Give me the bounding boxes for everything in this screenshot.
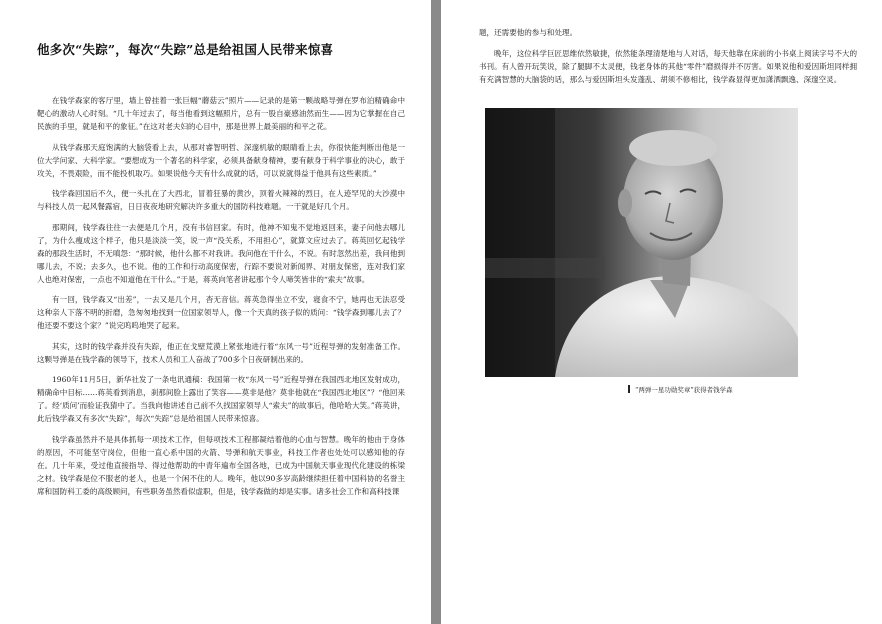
right-page <box>441 0 882 624</box>
left-body-text <box>37 94 405 505</box>
right-body-text <box>479 26 857 93</box>
page-gutter <box>431 0 441 624</box>
portrait-photo <box>485 108 798 377</box>
paragraph: 题，还需要他的参与和处理。 <box>479 28 578 37</box>
paragraph: 晚年，这位科学巨匠思维依然敏捷，依然能条理清楚地与人对话，每天他靠在床前的小书桌上阅读字号不大的书刊。有人曾开玩笑说，除了腿脚不太灵便，钱老身体的其他“零件”磨损得并不厉害。如果说他和爱因斯坦同样拥有充满智慧的大脑袋的话，那么与爱因斯坦头发蓬乱、胡须不修相比，钱学森显得更加潇洒飘逸、深邃空灵。 <box>479 48 857 84</box>
photo-caption <box>628 385 848 394</box>
paragraph: 在钱学森家的客厅里，墙上曾挂着一张巨幅“蘑菇云”照片——记录的是第一颗战略导弹在罗布泊精确命中靶心的激动人心时刻。“几十年过去了，每当他看到这幅照片，总有一股自豪感油然而生——因为它掌握在自己民族的手里，就是和平的象征。”在这对老夫妇的心目中，那是世界上最美丽的和平之花。 <box>37 96 405 131</box>
paragraph: 那期间，钱学森往往一去便是几个月，没有书信回家。有时，他神不知鬼不觉地返回来，妻子问他去哪儿了，为什么瘦成这个样子，他只是淡淡一笑，说一声“没关系，不用担心”，就算文应过去了。蒋英回忆起钱学森的那段生活时，不无嗔怨：“那时候，他什么都不对我讲。我问他在干什么，不说。有时忽然出差，我问他到哪儿去，不说；去多久，也不说。他的工作和行动高度保密，行踪不要说对新闻界、对朋友保密，连对我们家人也绝对保密，一点也不知道他在干什么。”于是，蒋英向笔者讲起那个令人啼笑皆非的“索夫”故事。 <box>37 222 405 284</box>
left-page <box>0 0 431 624</box>
paragraph: 钱学森回国后不久，便一头扎在了大西北，冒着狂暴的黄沙，顶着火辣辣的烈日，在人迹罕见的大沙漠中与科技人员一起风餐露宿，日日夜夜地研究解决许多重大的国防科技难题。一干就是好几个月。 <box>37 189 405 211</box>
paragraph: 1960年11月5日，新华社发了一条电讯通稿：我国第一枚“东风一号”近程导弹在我国西北地区发射成功，精确命中目标……蒋英看到消息，刹那间脸上露出了笑容——莫非是他？莫非他就在“我国西北地区”？“他回来了。经‘质问’而验证我猜中了。当我向他讲述自己前不久找国家领导人“索夫”的故事后，他哈哈大笑。”蒋英讲，此后钱学森又有多次“失踪”，每次“失踪”总是给祖国人民带来惊喜。 <box>37 375 405 423</box>
caption-text: “两弹一星功勋奖章”获得者钱学森 <box>635 386 733 394</box>
paragraph: 其实，这时的钱学森并没有失踪，他正在戈壁荒漠上紧张地进行着“东风一号”近程导弹的发射准备工作。这颗导弹是在钱学森的领导下，技术人员和工人奋战了700多个日夜研制出来的。 <box>37 341 405 364</box>
paragraph: 从钱学森那天庭饱满的大脑袋看上去，从那对睿智明哲、深邃机敏的眼睛看上去，你很快能判断出他是一位大学问家、大科学家。“要想成为一个著名的科学家，必须具备献身精神，要有献身于科学事业的决心，敢于攻关，不畏艰险，而不能投机取巧。如果说他今天有什么成就的话，可以说就得益于他具有这些素质。” <box>37 142 405 178</box>
caption-marker <box>628 385 630 393</box>
paragraph: 有一回，钱学森又“出差”，一去又是几个月，杳无音信。蒋英急得坐立不安，寝食不宁，她再也无法忍受这种亲人下落不明的折磨，急匆匆地找到一位国家领导人，像一个天真的孩子似的质问：“钱学森到哪儿去了？他还要不要这个家？”说完呜呜地哭了起来。 <box>37 295 405 330</box>
article-title: 他多次“失踪”，每次“失踪”总是给祖国人民带来惊喜 <box>37 42 334 57</box>
paragraph: 钱学森虽然并不是具体抓每一项技术工作，但每项技术工程都凝结着他的心血与智慧。晚年的他由于身体的原因，不可能坚守岗位，但他一直心系中国的火箭、导弹和航天事业，科技工作者也处处可以感知他的存在。几十年来，受过他直接指导、得过他帮助的中青年遍布全国各地，已成为中国航天事业现代化建设的栋梁之材。钱学森是位不服老的老人，也是一个闲不住的人。晚年，他以90多岁高龄继续担任着中国科协的名誉主席和国防科工委的高级顾问，有些职务虽然看似虚职，但是，钱学森做的却是实事。诸多社会工作和高科技课 <box>37 434 405 496</box>
